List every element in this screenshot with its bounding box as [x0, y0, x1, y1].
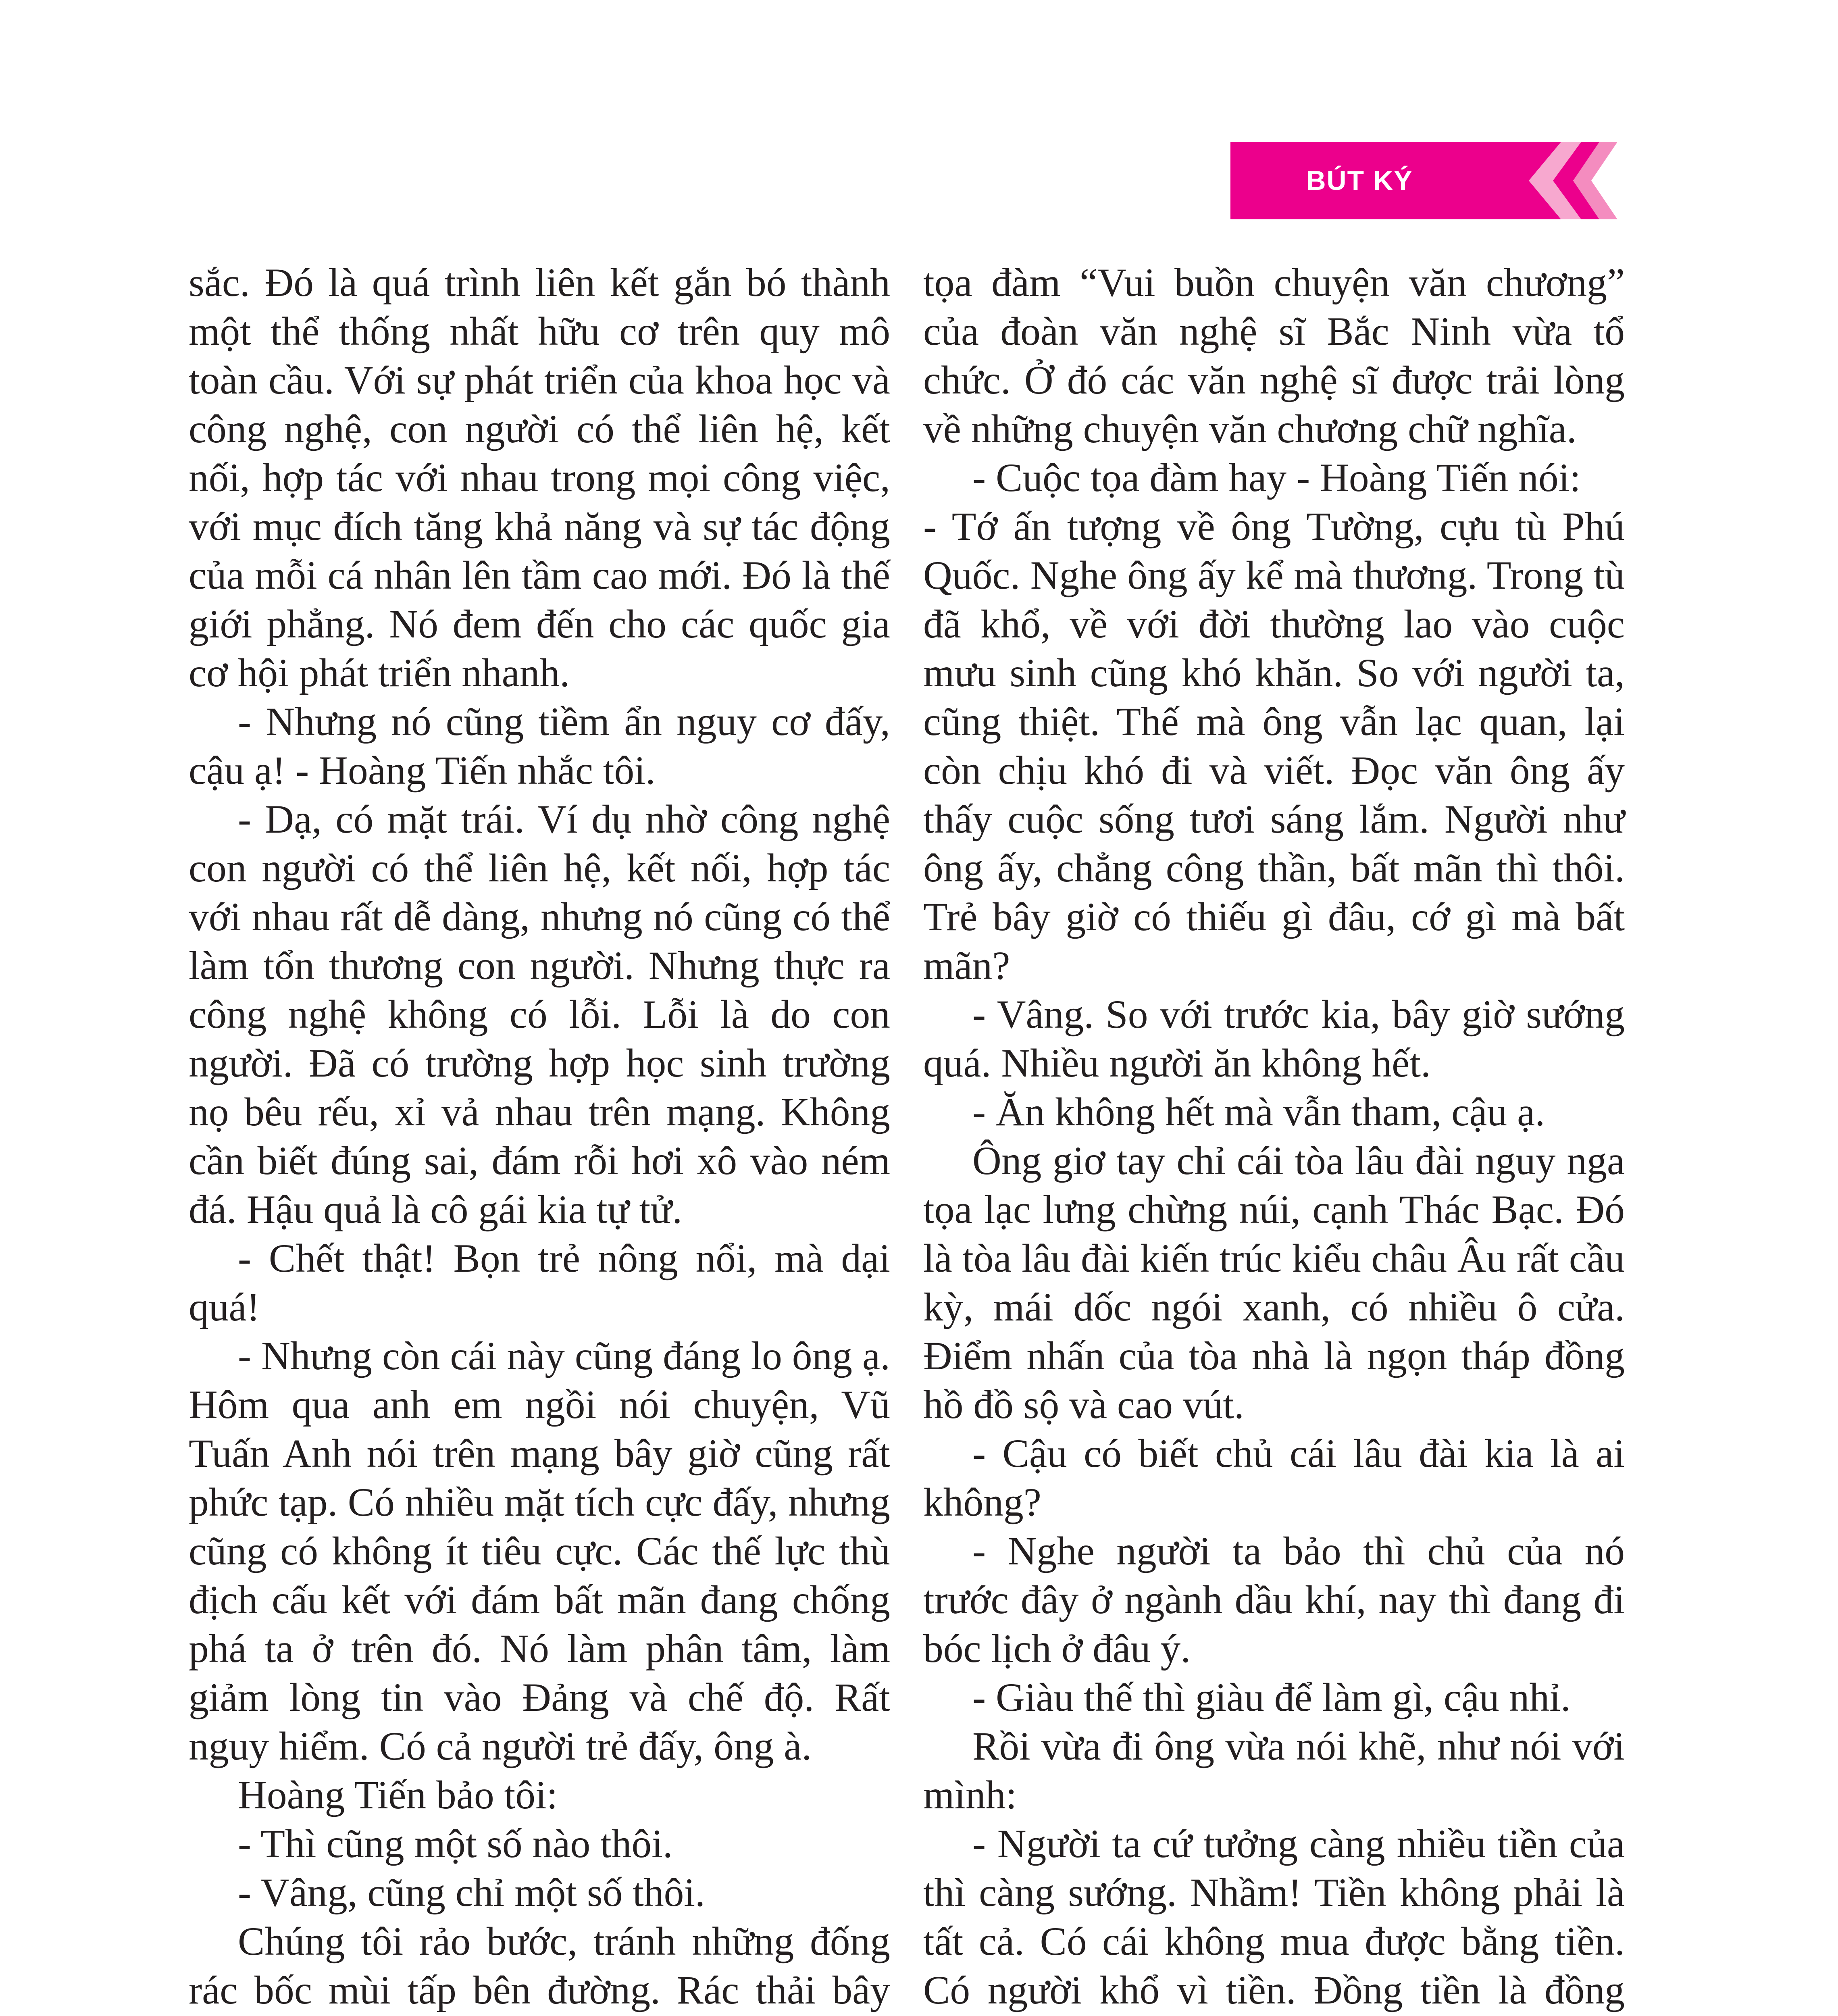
paragraph: Ông giơ tay chỉ cái tòa lâu đài nguy nga tọa lạc lưng chừng núi, cạnh Thác Bạc. Đó là tòa lâu đài kiến trúc kiểu châu Âu rất cầu kỳ, mái dốc ngói xanh, có nhiều ô cửa. Điểm nhấn của tòa nhà là ngọn tháp đồng hồ đồ sộ và cao vút.	[923, 1138, 1625, 1427]
paragraph: - Thì cũng một số nào thôi.	[238, 1821, 673, 1866]
paragraph: - Nhưng nó cũng tiềm ẩn nguy cơ đấy, cậu ạ! - Hoàng Tiến nhắc tôi.	[189, 699, 890, 793]
paragraph: - Nhưng còn cái này cũng đáng lo ông ạ. Hôm qua anh em ngồi nói chuyện, Vũ Tuấn Anh nói trên mạng bây giờ cũng rất phức tạp. Có nhiều mặt tích cực đấy, nhưng cũng có không ít tiêu cực. Các thế lực thù địch cấu kết với đám bất mãn đang chống phá ta ở trên đó. Nó làm phân tâm, làm giảm lòng tin vào Đảng và chế độ. Rất nguy hiểm. Có cả người trẻ đấy, ông à.	[189, 1333, 890, 1768]
paragraph: - Ăn không hết mà vẫn tham, cậu ạ.	[972, 1089, 1545, 1134]
paragraph: - Chết thật! Bọn trẻ nông nổi, mà dại quá!	[189, 1236, 890, 1329]
paragraph: - Giàu thế thì giàu để làm gì, cậu nhỉ.	[972, 1675, 1571, 1720]
paragraph: - Tớ ấn tượng về ông Tường, cựu tù Phú Quốc. Nghe ông ấy kể mà thương. Trong tù đã khổ, về với đời thường lao vào cuộc mưu sinh cũng khó khăn. So với người ta, cũng thiệt. Thế mà ông vẫn lạc quan, lại còn chịu khó đi và viết. Đọc văn ông ấy thấy cuộc sống tươi sáng lắm. Người như ông ấy, chẳng công thần, bất mãn thì thôi. Trẻ bây giờ có thiếu gì đâu, cớ gì mà bất mãn?	[923, 504, 1625, 988]
paragraph: - Người ta cứ tưởng càng nhiều tiền của thì càng sướng. Nhầm! Tiền không phải là tất cả. Có cái không mua được bằng tiền. Có người khổ vì tiền. Đồng tiền là đồng	[923, 1821, 1625, 2012]
section-tag	[1230, 142, 1617, 219]
paragraph: Rồi vừa đi ông vừa nói khẽ, như nói với mình:	[923, 1724, 1625, 1817]
paragraph: Chúng tôi rảo bước, tránh những đống rác bốc mùi tấp bên đường. Rác thải bây	[189, 1919, 890, 2012]
paragraph: - Vâng. So với trước kia, bây giờ sướng quá. Nhiều người ăn không hết.	[923, 992, 1625, 1085]
chevron-decoration-icon	[1513, 142, 1617, 219]
paragraph: - Cuộc tọa đàm hay - Hoàng Tiến nói:	[972, 455, 1581, 500]
paragraph: - Vâng, cũng chỉ một số thôi.	[238, 1870, 705, 1915]
paragraph: - Dạ, có mặt trái. Ví dụ nhờ công nghệ con người có thể liên hệ, kết nối, hợp tác với nhau rất dễ dàng, nhưng nó cũng có thể làm tổn thương con người. Nhưng thực ra công nghệ không có lỗi. Lỗi là do con người. Đã có trường hợp học sinh trường nọ bêu rếu, xỉ vả nhau trên mạng. Không cần biết đúng sai, đám rỗi hơi xô vào ném đá. Hậu quả là cô gái kia tự tử.	[189, 797, 890, 1232]
paragraph: tọa đàm “Vui buồn chuyện văn chương” của đoàn văn nghệ sĩ Bắc Ninh vừa tổ chức. Ở đó các văn nghệ sĩ được trải lòng về những chuyện văn chương chữ nghĩa.	[923, 260, 1625, 451]
article-column-right	[923, 258, 1625, 2016]
article-column-left	[189, 258, 890, 2016]
paragraph: sắc. Đó là quá trình liên kết gắn bó thành một thể thống nhất hữu cơ trên quy mô toàn cầu. Với sự phát triển của khoa học và công nghệ, con người có thể liên hệ, kết nối, hợp tác với nhau trong mọi công việc, với mục đích tăng khả năng và sự tác động của mỗi cá nhân lên tầm cao mới. Đó là thế giới phẳng. Nó đem đến cho các quốc gia cơ hội phát triển nhanh.	[189, 260, 890, 695]
paragraph: - Nghe người ta bảo thì chủ của nó trước đây ở ngành dầu khí, nay thì đang đi bóc lịch ở đâu ý.	[923, 1529, 1625, 1671]
section-tag-label: BÚT KÝ	[1306, 165, 1413, 196]
paragraph: Hoàng Tiến bảo tôi:	[238, 1772, 558, 1817]
paragraph: - Cậu có biết chủ cái lâu đài kia là ai không?	[923, 1431, 1625, 1524]
